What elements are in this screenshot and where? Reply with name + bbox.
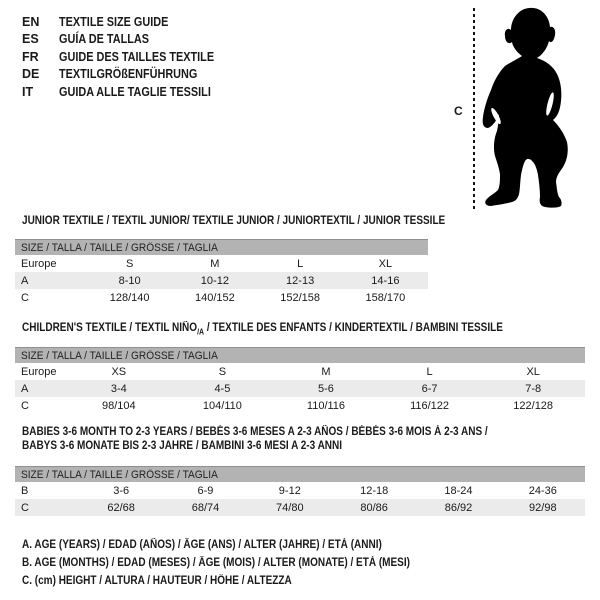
table-row xyxy=(15,397,585,414)
section-heading-line2: BABYS 3-6 MONATE BIS 2-3 JAHRE / BAMBINI 3-6 MESI A 2-3 ANNI xyxy=(22,440,343,452)
row-label: C xyxy=(21,291,29,304)
cell-value: 7-8 xyxy=(525,382,542,395)
cell-value: 140/152 xyxy=(194,291,235,304)
size-table-header xyxy=(15,466,585,482)
row-label: B xyxy=(21,484,29,497)
row-label: A xyxy=(21,274,29,287)
row-label: Europe xyxy=(21,257,57,270)
size-table-babies xyxy=(15,466,585,516)
lang-row-de xyxy=(22,66,237,84)
size-table-header-text: SIZE / TALLA / TAILLE / GRÖSSE / TAGLIA xyxy=(21,349,218,362)
cell-value: 68/74 xyxy=(191,501,220,514)
size-table-header xyxy=(15,239,428,255)
cell-value: 92/98 xyxy=(529,501,557,514)
cell-value: M xyxy=(210,257,220,270)
height-measure-figure xyxy=(450,5,598,215)
cell-value: 24-36 xyxy=(528,484,557,497)
cell-value: 18-24 xyxy=(444,484,473,497)
lang-code: DE xyxy=(22,67,40,82)
cell-value: 14-16 xyxy=(371,274,400,287)
lang-code: EN xyxy=(22,14,40,29)
size-table-header xyxy=(15,347,585,363)
cell-value: XL xyxy=(526,365,540,378)
footnote-b: B. AGE (MONTHS) / EDAD (MESES) / ÂGE (MOIS) / ALTER (MONATE) / ETÀ (MESI) xyxy=(22,557,410,569)
table-row xyxy=(15,289,428,306)
lang-row-en xyxy=(22,13,237,31)
cell-value: 74/80 xyxy=(276,501,304,514)
heading-pre: CHILDREN'S TEXTILE / TEXTIL NIÑO xyxy=(22,322,198,334)
cell-value: 8-10 xyxy=(118,274,141,287)
cell-value: 128/140 xyxy=(109,291,150,304)
row-label: A xyxy=(21,382,29,395)
cell-value: 116/122 xyxy=(410,399,450,412)
lang-title: TEXTILGRÖßENFÜHRUNG xyxy=(59,67,198,82)
section-heading-line1: BABIES 3-6 MONTH TO 2-3 YEARS / BEBÉS 3-6 MESES A 2-3 AÑOS / BÉBÉS 3-6 MOIS À 2-3 ANS / xyxy=(22,426,488,438)
footnote-c: C. (cm) HEIGHT / ALTURA / HAUTEUR / HÖHE / ALTEZZA xyxy=(22,575,292,587)
cell-value: 12-18 xyxy=(360,484,389,497)
lang-title: TEXTILE SIZE GUIDE xyxy=(59,14,169,29)
footnotes xyxy=(22,536,468,590)
section-heading-babies xyxy=(22,425,557,453)
table-row xyxy=(15,255,428,272)
cell-value: L xyxy=(426,365,433,378)
row-label: Europe xyxy=(21,365,57,378)
size-table-junior xyxy=(15,239,428,306)
cell-value: 3-4 xyxy=(110,382,127,395)
cell-value: S xyxy=(218,365,227,378)
table-row xyxy=(15,272,428,289)
lang-row-it xyxy=(22,83,237,101)
cell-value: L xyxy=(297,257,304,270)
section-heading-children xyxy=(22,321,575,339)
cell-value: 12-13 xyxy=(286,274,315,287)
heading-sub: /A xyxy=(197,327,205,337)
height-measure-label: C xyxy=(454,104,463,118)
table-row xyxy=(15,499,585,516)
cell-value: 86/92 xyxy=(444,501,473,514)
footnote-a: A. AGE (YEARS) / EDAD (AÑOS) / ÂGE (ANS) / ALTER (JAHRE) / ETÀ (ANNI) xyxy=(22,539,382,551)
table-row xyxy=(15,363,585,380)
lang-title: GUIDE DES TAILLES TEXTILE xyxy=(59,49,215,64)
cell-value: 62/68 xyxy=(107,501,135,514)
lang-title: GUIDA ALLE TAGLIE TESSILI xyxy=(59,84,211,99)
size-table-header-text: SIZE / TALLA / TAILLE / GRÖSSE / TAGLIA xyxy=(21,241,218,254)
table-row xyxy=(15,482,585,499)
cell-value: XL xyxy=(378,257,393,270)
cell-value: 152/158 xyxy=(280,291,320,304)
cell-value: M xyxy=(321,365,331,378)
cell-value: 6-7 xyxy=(421,382,438,395)
cell-value: 104/110 xyxy=(202,399,242,412)
cell-value: 4-5 xyxy=(214,382,231,395)
lang-title: GUÍA DE TALLAS xyxy=(59,32,150,47)
cell-value: 6-9 xyxy=(197,484,214,497)
size-table-header-text: SIZE / TALLA / TAILLE / GRÖSSE / TAGLIA xyxy=(21,468,218,481)
section-heading-junior xyxy=(22,214,508,228)
heading-post: / TEXTILE DES ENFANTS / KINDERTEXTIL / BAMBINI TESSILE xyxy=(204,322,503,334)
cell-value: XS xyxy=(111,365,127,378)
lang-row-fr xyxy=(22,48,237,66)
cell-value: 80/86 xyxy=(360,501,388,514)
cell-value: 3-6 xyxy=(113,484,130,497)
section-heading-text xyxy=(22,321,503,339)
section-heading-text: JUNIOR TEXTILE / TEXTIL JUNIOR/ TEXTILE JUNIOR / JUNIORTEXTIL / JUNIOR TESSILE xyxy=(22,215,446,227)
lang-row-es xyxy=(22,31,237,49)
baby-silhouette xyxy=(481,6,571,208)
cell-value: 122/128 xyxy=(513,399,554,412)
cell-value: 5-6 xyxy=(318,382,334,395)
cell-value: 110/116 xyxy=(306,399,346,412)
lang-code: ES xyxy=(22,32,39,47)
table-row xyxy=(15,380,585,397)
lang-code: IT xyxy=(22,84,34,99)
cell-value: 9-12 xyxy=(278,484,301,497)
language-header xyxy=(22,13,237,101)
lang-code: FR xyxy=(22,49,39,64)
cell-value: S xyxy=(125,257,134,270)
height-dashed-line xyxy=(473,8,475,210)
row-label: C xyxy=(21,399,29,412)
cell-value: 10-12 xyxy=(200,274,229,287)
row-label: C xyxy=(21,501,29,514)
cell-value: 98/104 xyxy=(101,399,136,412)
size-table-children xyxy=(15,347,585,414)
cell-value: 158/170 xyxy=(365,291,406,304)
